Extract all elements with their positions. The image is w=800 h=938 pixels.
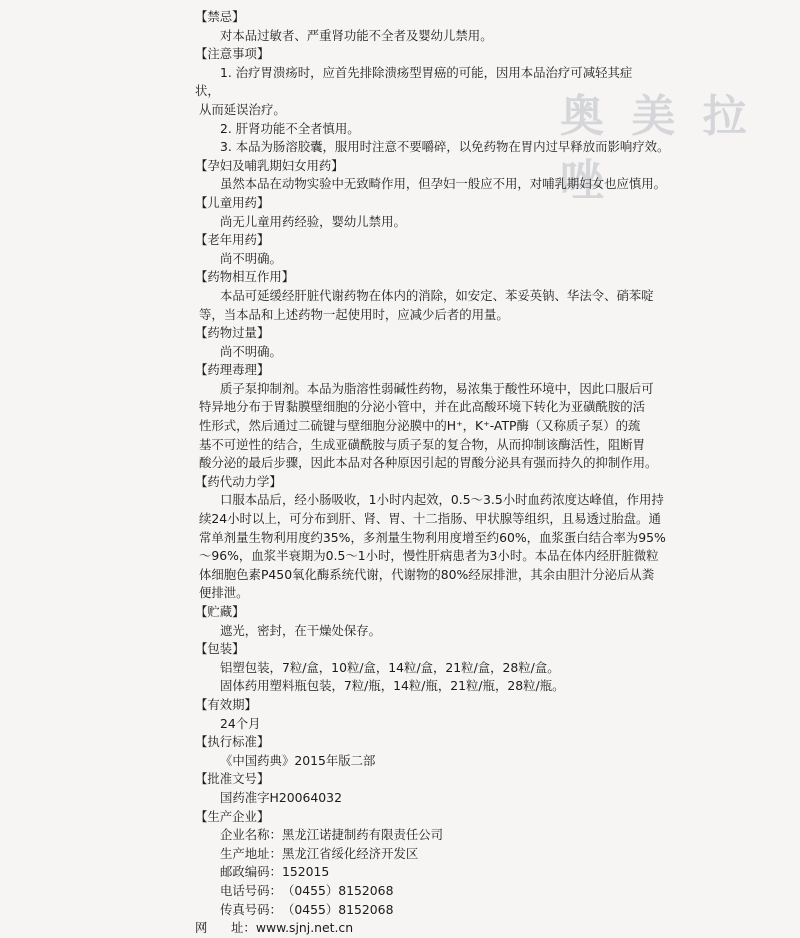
section-heading: 【禁忌】 xyxy=(195,9,245,24)
section-elderly xyxy=(195,231,635,268)
pharmacokinetics-line-4: ～96%，血浆半衰期为0.5～1小时，慢性肝病患者为3小时。本品在体内经肝脏微粒 xyxy=(199,548,659,564)
manufacturer-fax-value: （0455）8152068 xyxy=(281,901,394,917)
section-pharmacology xyxy=(195,361,658,473)
section-pharmacokinetics xyxy=(195,473,666,603)
contraindications-text: 对本品过敏者、严重肾功能不全者及婴幼儿禁用。 xyxy=(220,27,493,43)
packaging-line-1: 铝塑包装，7粒/盒，10粒/盒，14粒/盒，21粒/盒，28粒/盒。 xyxy=(220,659,560,675)
precaution-item-3: 3. 本品为肠溶胶囊，服用时注意不要嚼碎，以免药物在胃内过早释放而影响疗效。 xyxy=(220,139,670,155)
pharmacology-line-5: 酸分泌的最后步骤，因此本品对各种原因引起的胃酸分泌具有强而持久的抑制作用。 xyxy=(199,455,658,471)
section-heading: 【儿童用药】 xyxy=(195,194,270,210)
show-through-title: 奥 美 拉 唑 xyxy=(560,91,753,206)
manufacturer-fax-label: 传真号码： xyxy=(220,901,282,917)
pharmacology-line-4: 基不可逆性的结合，生成亚磺酰胺与质子泵的复合物，从而抑制该酶活性，阻断胃 xyxy=(199,436,646,452)
section-heading: 【执行标准】 xyxy=(195,734,270,750)
section-heading: 【批准文号】 xyxy=(195,771,270,787)
section-heading: 【老年用药】 xyxy=(195,232,270,248)
manufacturer-web-row xyxy=(195,919,635,938)
manufacturer-address-value: 黑龙江省绥化经济开发区 xyxy=(281,845,419,861)
manufacturer-web-value: www.sjnj.net.cn xyxy=(255,920,354,936)
section-children xyxy=(195,194,635,231)
section-overdose xyxy=(195,324,635,361)
precaution-item-1-continued: 从而延误治疗。 xyxy=(199,101,286,117)
section-heading: 【药物过量】 xyxy=(195,325,270,341)
section-approval xyxy=(195,770,635,807)
section-pregnancy xyxy=(195,157,667,194)
section-interactions xyxy=(195,268,654,324)
manufacturer-name-value: 黑龙江诺捷制药有限责任公司 xyxy=(281,827,444,843)
children-text: 尚无儿童用药经验，婴幼儿禁用。 xyxy=(220,213,406,229)
section-standard xyxy=(195,733,635,770)
elderly-text: 尚不明确。 xyxy=(220,250,282,266)
section-heading: 【药理毒理】 xyxy=(195,362,270,378)
section-packaging xyxy=(195,640,635,696)
manufacturer-postcode-label: 邮政编码： xyxy=(220,864,282,880)
manufacturer-phone-row xyxy=(195,882,635,901)
section-heading: 【孕妇及哺乳期妇女用药】 xyxy=(195,157,344,173)
section-heading: 【贮藏】 xyxy=(195,604,245,619)
pharmacokinetics-line-5: 体细胞色素P450氧化酶系统代谢，代谢物的80%经尿排泄，其余由胆汁分泌后从粪 xyxy=(199,566,655,582)
manufacturer-phone-label: 电话号码： xyxy=(220,882,282,898)
pharmacokinetics-line-1: 口服本品后，经小肠吸收，1小时内起效，0.5～3.5小时血药浓度达峰值，作用持 xyxy=(220,492,664,508)
section-heading: 【有效期】 xyxy=(195,696,257,712)
manufacturer-name-label: 企业名称： xyxy=(220,827,282,843)
pharmacokinetics-line-3: 常单剂量生物利用度约35%，多剂量生物利用度增至约60%，血浆蛋白结合率为95% xyxy=(199,529,666,545)
manufacturer-postcode-value: 152015 xyxy=(281,864,330,880)
manufacturer-fax-row xyxy=(195,901,635,920)
manufacturer-phone-value: （0455）8152068 xyxy=(281,882,394,898)
section-heading: 【包装】 xyxy=(195,641,245,657)
precaution-item-2: 2. 肝肾功能不全者慎用。 xyxy=(220,120,360,136)
section-validity xyxy=(195,696,635,733)
packaging-line-2: 固体药用塑料瓶包装，7粒/瓶，14粒/瓶，21粒/瓶，28粒/瓶。 xyxy=(220,678,565,694)
pharmacology-line-2: 特异地分布于胃黏膜壁细胞的分泌小管中，并在此高酸环境下转化为亚磺酰胺的活 xyxy=(199,399,646,415)
pharmacokinetics-line-2: 续24小时以上，可分布到肝、肾、胃、十二指肠、甲状腺等组织，且易透过胎盘。通 xyxy=(199,511,661,527)
manufacturer-web-label: 网 址： xyxy=(195,920,256,936)
manufacturer-address-label: 生产地址： xyxy=(220,845,282,861)
standard-text: 《中国药典》2015年版二部 xyxy=(220,752,376,768)
storage-text: 遮光，密封，在干燥处保存。 xyxy=(220,622,382,638)
interactions-line-1: 本品可延缓经肝脏代谢药物在体内的消除，如安定、苯妥英钠、华法令、硝苯啶 xyxy=(220,287,654,303)
section-heading: 【药物相互作用】 xyxy=(195,269,295,285)
pregnancy-text: 虽然本品在动物实验中无致畸作用，但孕妇一般应不用，对哺乳期妇女也应慎用。 xyxy=(220,176,667,192)
section-contraindications xyxy=(195,8,635,45)
section-heading: 【注意事项】 xyxy=(195,46,270,62)
section-heading: 【药代动力学】 xyxy=(195,473,282,489)
manufacturer-postcode-row xyxy=(195,863,635,882)
section-manufacturer xyxy=(195,808,635,938)
interactions-line-2: 等，当本品和上述药物一起使用时，应减少后者的用量。 xyxy=(199,306,509,322)
manufacturer-name-row xyxy=(195,826,635,845)
section-precautions xyxy=(195,45,670,157)
manufacturer-address-row xyxy=(195,845,635,864)
pharmacology-line-1: 质子泵抑制剂。本品为脂溶性弱碱性药物，易浓集于酸性环境中，因此口服后可 xyxy=(220,380,654,396)
validity-text: 24个月 xyxy=(220,715,261,731)
section-storage xyxy=(195,603,635,640)
pharmacology-line-3: 性形式，然后通过二硫键与壁细胞分泌膜中的H⁺，K⁺-ATP酶（又称质子泵）的巯 xyxy=(199,418,641,434)
precaution-item-1: 1. 治疗胃溃疡时，应首先排除溃疡型胃癌的可能，因用本品治疗可减轻其症状， xyxy=(195,64,633,99)
approval-number: 国药准字H20064032 xyxy=(220,789,342,805)
pharmacokinetics-line-6: 便排泄。 xyxy=(199,585,249,601)
overdose-text: 尚不明确。 xyxy=(220,343,282,359)
section-heading: 【生产企业】 xyxy=(195,808,270,824)
